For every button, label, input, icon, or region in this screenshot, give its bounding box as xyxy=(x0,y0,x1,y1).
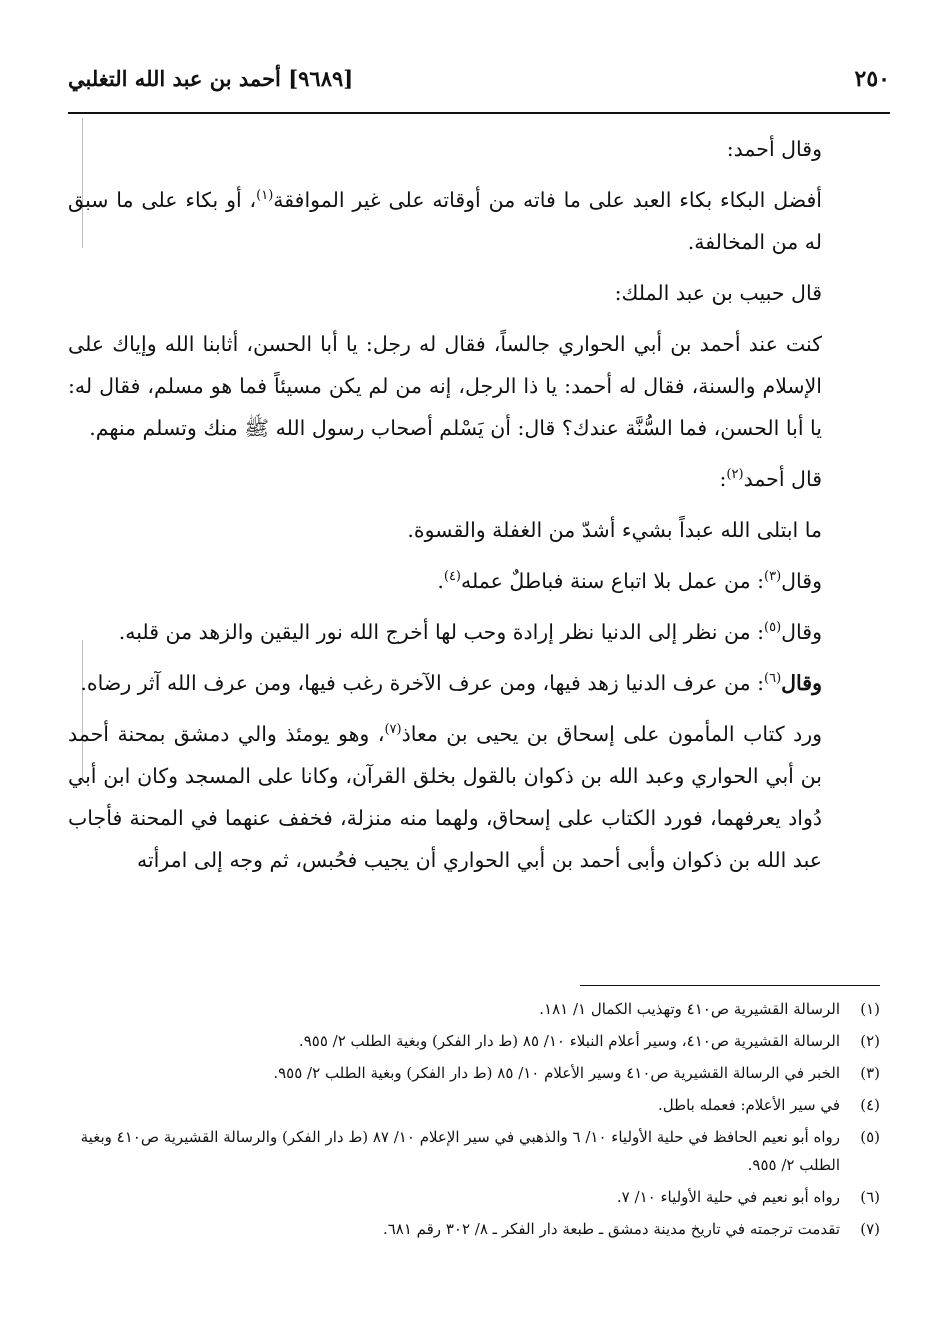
footnote-text: الرسالة القشيرية ص٤١٠ وتهذيب الكمال ١/ ١٨١. xyxy=(539,1000,840,1018)
paragraph-text: وقال أحمد: xyxy=(726,137,822,161)
paragraph-text: قال أحمد xyxy=(743,467,822,491)
footnote-ref[interactable]: (٤) xyxy=(443,569,461,585)
paragraph xyxy=(68,713,880,881)
header-rule xyxy=(68,112,890,114)
paragraph-text: أفضل البكاء بكاء العبد على ما فاته من أوقاته على غير الموافقة xyxy=(273,188,822,212)
footnote-ref[interactable]: (٥) xyxy=(764,620,782,636)
footnote-ref[interactable]: (٢) xyxy=(726,467,744,483)
paragraph-text: : xyxy=(719,467,727,491)
paragraph-text: ما ابتلى الله عبداً بشيء أشدّ من الغفلة والقسوة. xyxy=(407,518,822,542)
footnote-item xyxy=(68,1183,880,1211)
footnote-text: الخبر في الرسالة القشيرية ص٤١٠ وسير الأعلام ١٠/ ٨٥ (ط دار الفكر) وبغية الطلب ٢/ ٩٥٥. xyxy=(273,1064,840,1082)
footnote-number: (٣) xyxy=(860,1064,880,1082)
paragraph-text: ، أو بكاء على ما سبق له من المخالفة. xyxy=(68,188,822,254)
paragraph-lead: وقال xyxy=(781,671,822,695)
main-text xyxy=(68,128,880,890)
paragraph xyxy=(68,458,880,500)
footnote-number: (٦) xyxy=(860,1188,880,1206)
page-header xyxy=(68,58,890,106)
paragraph-text: قال حبيب بن عبد الملك: xyxy=(614,281,822,305)
footnote-number: (٥) xyxy=(860,1128,880,1146)
paragraph xyxy=(68,128,880,170)
footnote-item xyxy=(68,1027,880,1055)
paragraph-text: ورد كتاب المأمون على إسحاق بن يحيى بن معاذ xyxy=(401,722,823,746)
footnote-ref[interactable]: (٣) xyxy=(764,569,782,585)
paragraph-lead: وقال xyxy=(781,569,822,593)
footnote-item xyxy=(68,1091,880,1119)
footnote-ref[interactable]: (١) xyxy=(256,188,274,204)
footnote-ref[interactable]: (٦) xyxy=(764,671,782,687)
paragraph-lead: وقال xyxy=(781,620,822,644)
footnote-text: في سير الأعلام: فعمله باطل. xyxy=(658,1096,840,1114)
footnote-text: رواه أبو نعيم في حلية الأولياء ١٠/ ٧. xyxy=(616,1188,840,1206)
footnote-number: (٧) xyxy=(860,1220,880,1238)
paragraph-text: ، وهو يومئذ والي دمشق بمحنة أحمد بن أبي الحواري وعبد الله بن ذكوان بالقول بخلق القرآن، وكانا على المسجد وكان ابن أبي دُواد يعرفهما، فورد الكتاب على إسحاق، ولهما منه منزلة، فخفف عنهما في المحنة فأجاب عبد الله بن ذكوان وأبى أحمد بن أبي الحواري أن يجيب فحُبس، ثم وجه إلى امرأته xyxy=(68,722,822,872)
paragraph-text: كنت عند أحمد بن أبي الحواري جالساً، فقال له رجل: يا أبا الحسن، أثابنا الله وإياك على الإسلام والسنة، فقال له أحمد: يا ذا الرجل، إنه من لم يكن مسيئاً فما هو مسلم، فقال له: يا أبا الحسن، فما السُّنَّة عندك؟ قال: أن يَسْلم أصحاب رسول الله ﷺ منك وتسلم منهم. xyxy=(68,332,822,440)
paragraph xyxy=(68,611,880,653)
footnote-number: (٢) xyxy=(860,1032,880,1050)
footnote-ref[interactable]: (٧) xyxy=(384,722,402,738)
page-number: ٢٥٠ xyxy=(854,66,890,92)
footnote-text: الرسالة القشيرية ص٤١٠، وسير أعلام النبلاء ١٠/ ٨٥ (ط دار الفكر) وبغية الطلب ٢/ ٩٥٥. xyxy=(298,1032,840,1050)
footnote-number: (١) xyxy=(860,1000,880,1018)
footnote-item xyxy=(68,1215,880,1243)
footnote-text: رواه أبو نعيم الحافظ في حلية الأولياء ١٠/ ٦ والذهبي في سير الإعلام ١٠/ ٨٧ (ط دار الفكر) والرسالة القشيرية ص٤١٠ وبغية الطلب ٢/ ٩٥٥. xyxy=(80,1128,840,1174)
paragraph-text: : من نظر إلى الدنيا نظر إرادة وحب لها أخرج الله نور اليقين والزهد من قلبه. xyxy=(118,620,765,644)
footnote-rule xyxy=(580,985,880,986)
footnotes xyxy=(68,995,880,1247)
paragraph xyxy=(68,560,880,602)
footnote-item xyxy=(68,1123,880,1179)
paragraph-text: : من عرف الدنيا زهد فيها، ومن عرف الآخرة رغب فيها، ومن عرف الله آثر رضاه. xyxy=(80,671,765,695)
footnote-number: (٤) xyxy=(860,1096,880,1114)
paragraph xyxy=(68,179,880,263)
footnote-text: تقدمت ترجمته في تاريخ مدينة دمشق ـ طبعة دار الفكر ـ ٨/ ٣٠٢ رقم ٦٨١. xyxy=(382,1220,840,1238)
paragraph-text: . xyxy=(437,569,444,593)
footnote-item xyxy=(68,995,880,1023)
paragraph-text: : من عمل بلا اتباع سنة فباطلٌ عمله xyxy=(461,569,765,593)
paragraph xyxy=(68,272,880,314)
paragraph xyxy=(68,509,880,551)
running-title: [٩٦٨٩] أحمد بن عبد الله التغلبي xyxy=(68,66,354,91)
paragraph xyxy=(68,323,880,449)
footnote-item xyxy=(68,1059,880,1087)
paragraph xyxy=(68,662,880,704)
